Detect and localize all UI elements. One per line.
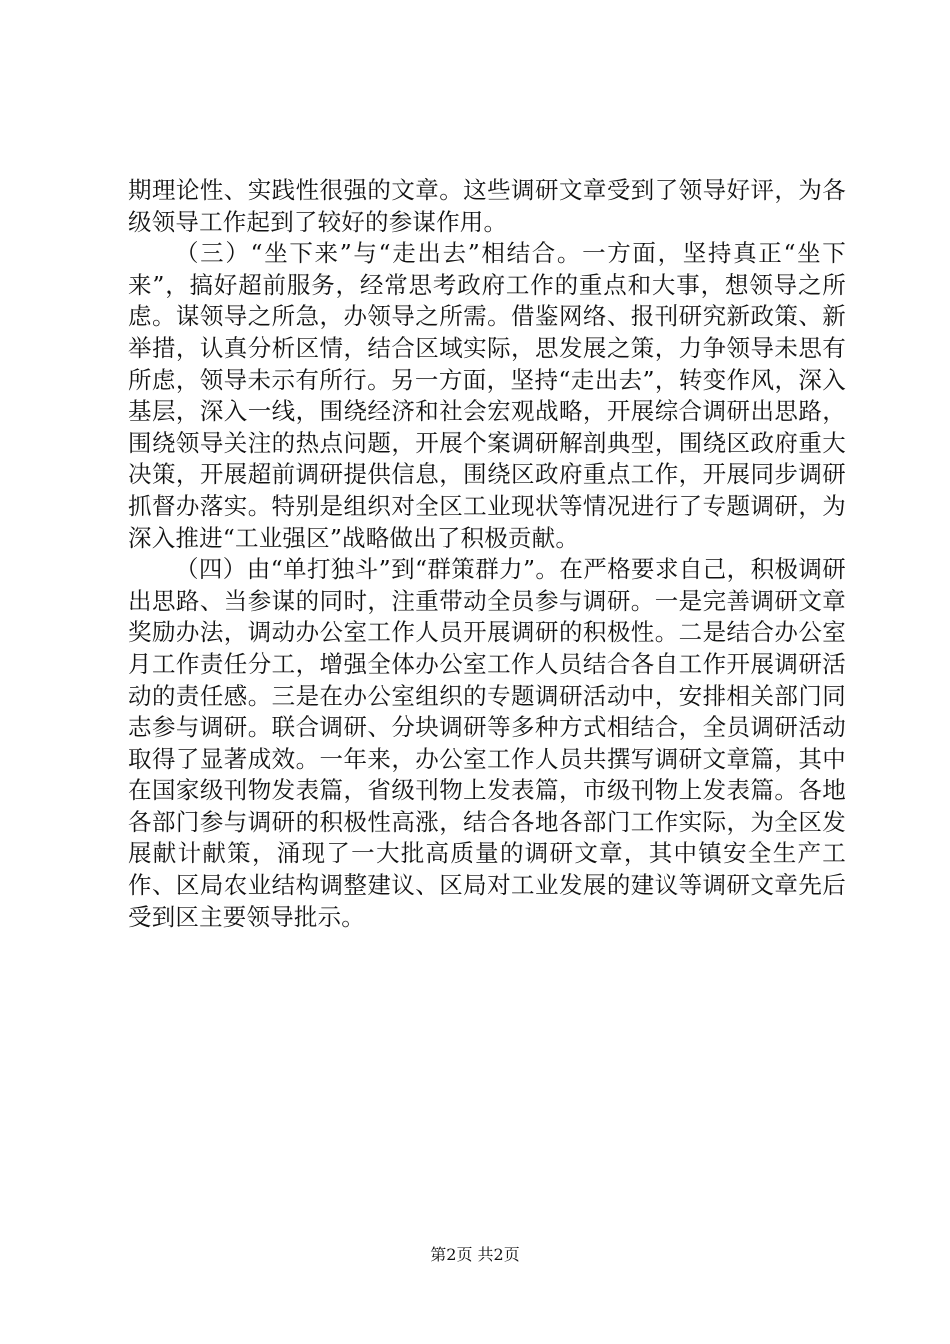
page-number-footer: 第2页 共2页 [430,1245,520,1264]
paragraph-continuation: 期理论性、实践性很强的文章。这些调研文章受到了领导好评，为各级领导工作起到了较好的参谋作用。 [128,176,846,236]
paragraph-section-three: （三）“坐下来”与“走出去”相结合。一方面，坚持真正“坐下来”，搞好超前服务，经常思考政府工作的重点和大事，想领导之所虑。谋领导之所急，办领导之所需。借鉴网络、报刊研究新政策、新举措，认真分析区情，结合区域实际，思发展之策，力争领导未思有所虑，领导未示有所行。另一方面，坚持“走出去”，转变作风，深入基层，深入一线，围绕经济和社会宏观战略，开展综合调研出思路，围绕领导关注的热点问题，开展个案调研解剖典型，围绕区政府重大决策，开展超前调研提供信息，围绕区政府重点工作，开展同步调研抓督办落实。特别是组织对全区工业现状等情况进行了专题调研，为深入推进“工业强区”战略做出了积极贡献。 [128,239,846,552]
document-body [128,175,846,933]
paragraph-section-four: （四）由“单打独斗”到“群策群力”。在严格要求自己，积极调研出思路、当参谋的同时，注重带动全员参与调研。一是完善调研文章奖励办法，调动办公室工作人员开展调研的积极性。二是结合办公室月工作责任分工，增强全体办公室工作人员结合各自工作开展调研活动的责任感。三是在办公室组织的专题调研活动中，安排相关部门同志参与调研。联合调研、分块调研等多种方式相结合，全员调研活动取得了显著成效。一年来，办公室工作人员共撰写调研文章篇，其中在国家级刊物发表篇，省级刊物上发表篇，市级刊物上发表篇。各地各部门参与调研的积极性高涨，结合各地各部门工作实际，为全区发展献计献策，涌现了一大批高质量的调研文章，其中镇安全生产工作、区局农业结构调整建议、区局对工业发展的建议等调研文章先后受到区主要领导批示。 [128,555,846,931]
